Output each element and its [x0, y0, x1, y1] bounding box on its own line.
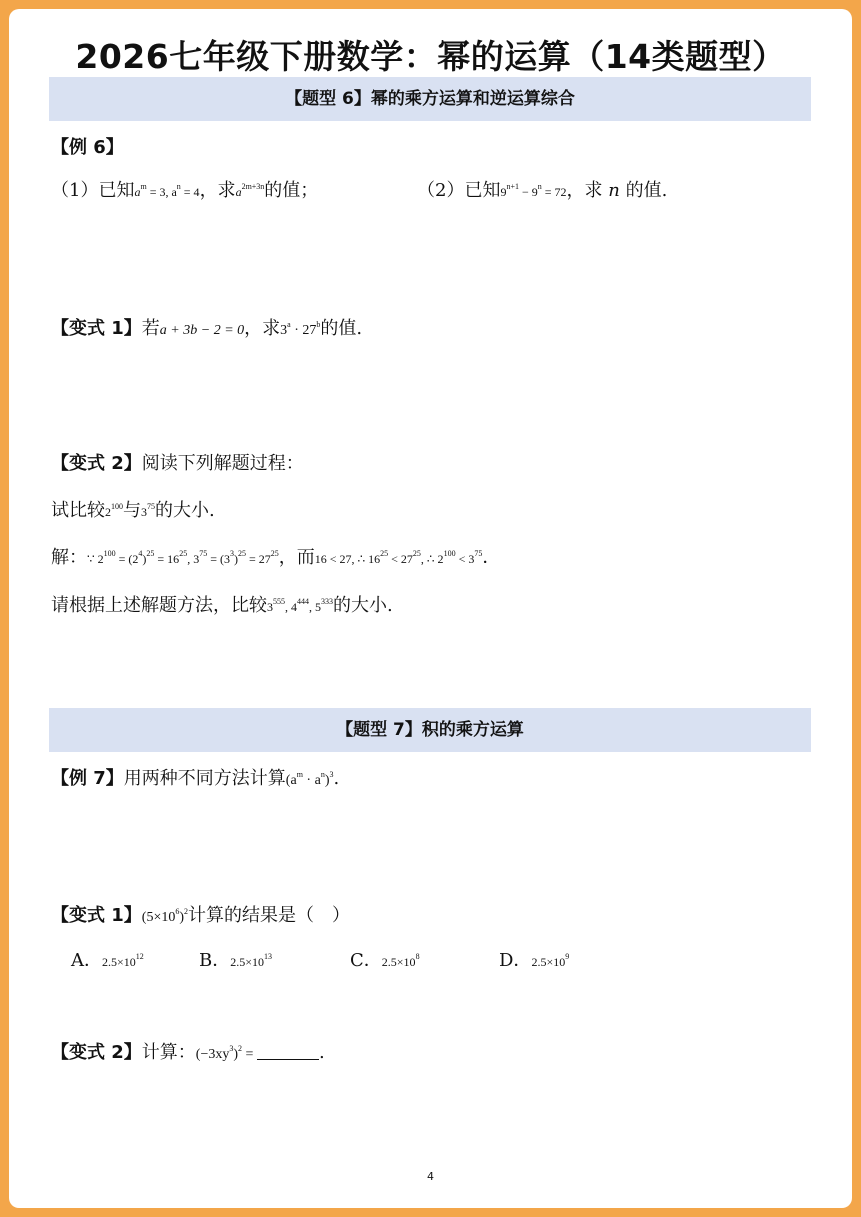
text: 解：	[51, 547, 87, 568]
text: ，而	[278, 547, 315, 568]
variant2-type6-intro	[51, 449, 304, 475]
text: 计算的结果是（ ）	[188, 905, 351, 926]
variant2-type6-question	[51, 591, 393, 617]
math: $(a^m \cdot a^n)^3$	[285, 770, 334, 788]
example6-part1	[51, 176, 318, 202]
example6-label	[51, 133, 124, 159]
text: 阅读下列解题过程：	[141, 453, 304, 474]
option-b: B．$2.5\times 10^{13}$	[199, 950, 273, 971]
variant2-type6-solution	[51, 543, 500, 569]
answer-blank[interactable]	[257, 1045, 319, 1060]
math: $a^{2m+3n}$	[235, 182, 265, 199]
math: $3^{75}$	[141, 502, 155, 519]
variant-label: 【变式 2】	[51, 453, 142, 474]
text: ，求	[566, 180, 609, 201]
variant2-type7	[51, 1038, 325, 1064]
math: $(-3xy^3)^2$ =	[195, 1044, 257, 1062]
text: 的大小.	[333, 595, 393, 616]
text: ，求	[244, 318, 281, 339]
text: 的大小.	[155, 500, 215, 521]
text: 若	[141, 318, 160, 339]
text: （2）已知	[417, 180, 501, 201]
math: $(5\times 10^6)^2$	[141, 907, 189, 925]
example7	[51, 764, 339, 790]
text: 计算：	[141, 1042, 196, 1063]
page-number: 4	[427, 1170, 434, 1183]
text: 的值.	[619, 180, 668, 201]
math-var: n	[608, 180, 620, 201]
text: .	[318, 1042, 325, 1063]
math: $a^m = 3$, $a^n = 4$	[134, 182, 200, 199]
text: 请根据上述解题方法，比较	[51, 595, 267, 616]
text: 试比较	[51, 500, 105, 521]
text: 用两种不同方法计算	[123, 768, 286, 789]
example6-label-text: 【例 6】	[51, 137, 124, 158]
text: 的值；	[264, 180, 319, 201]
text: ．	[482, 547, 501, 568]
variant-label: 【变式 2】	[51, 1042, 142, 1063]
option-c: C．$2.5\times 10^8$	[350, 950, 420, 971]
example6-part2	[417, 176, 667, 202]
text: （1）已知	[51, 180, 135, 201]
section-header-type7: 【题型 7】积的乘方运算	[49, 708, 811, 752]
math: $3^{555}$, $4^{444}$, $5^{333}$	[267, 597, 333, 614]
text: 与	[123, 500, 141, 521]
example7-label: 【例 7】	[51, 768, 124, 789]
math: ∵ $2^{100} = (2^4)^{25} = 16^{25}$, $3^{75} = (3^3)^{25} = 27^{25}$	[87, 549, 279, 566]
option-d: D．$2.5\times 10^9$	[499, 950, 570, 971]
option-a: A．$2.5\times 10^{12}$	[71, 950, 144, 971]
math: $9^{n+1} - 9^n = 72$	[500, 182, 567, 199]
math: $3^a \cdot 27^b$	[280, 320, 321, 338]
variant2-type6-line2	[51, 496, 215, 522]
text: ，求	[199, 180, 236, 201]
variant-label: 【变式 1】	[51, 318, 142, 339]
variant-label: 【变式 1】	[51, 905, 142, 926]
variant1-type7	[51, 901, 350, 927]
math: a + 3b − 2 = 0	[159, 323, 245, 338]
math: $2^{100}$	[105, 502, 123, 519]
variant1-type6	[51, 314, 362, 340]
section-header-type6: 【题型 6】幂的乘方运算和逆运算综合	[49, 77, 811, 121]
page-title: 2026七年级下册数学：幂的运算（14类题型）	[75, 37, 786, 76]
math: 16 < 27, ∴ $16^{25} < 27^{25}$, ∴ $2^{100} < 3^{75}$	[314, 549, 483, 566]
text: 的值.	[320, 318, 363, 339]
document-page	[9, 9, 852, 1208]
text: .	[333, 768, 340, 789]
